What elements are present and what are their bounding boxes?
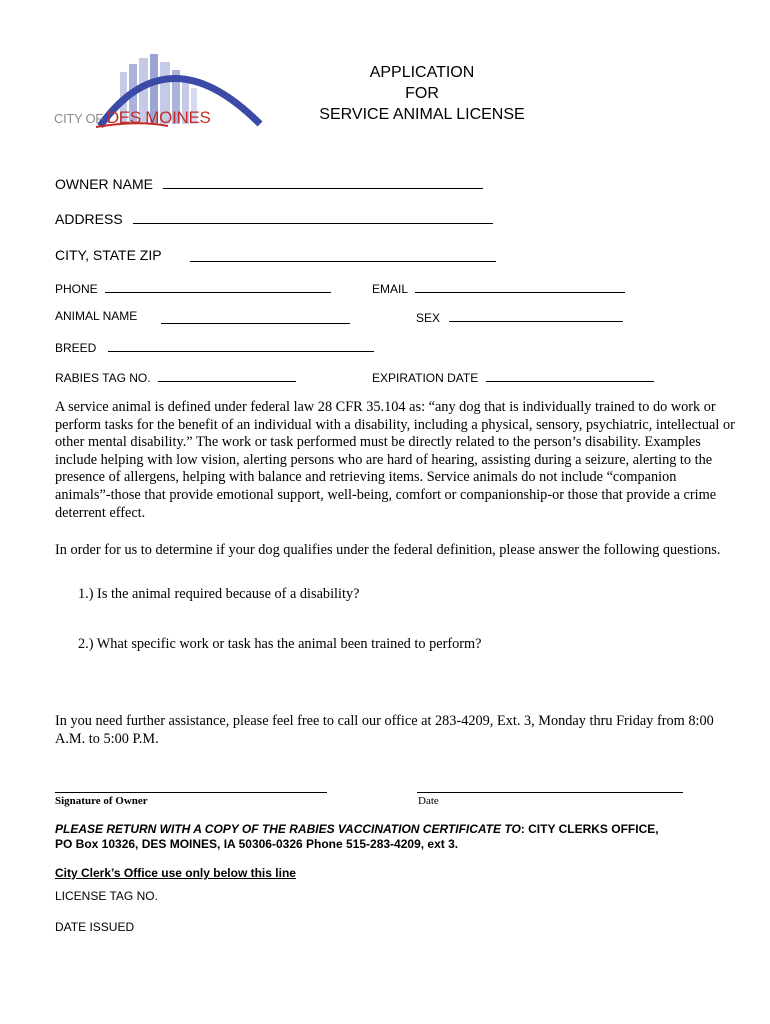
- question-1: 1.) Is the animal required because of a disability?: [78, 586, 360, 602]
- owner-name-row: [55, 176, 483, 192]
- address-field[interactable]: [133, 211, 493, 224]
- logo-city-of: CITY OF: [54, 111, 103, 126]
- email-row: [372, 280, 625, 296]
- address-row: [55, 211, 493, 227]
- email-label: EMAIL: [372, 282, 408, 296]
- title-line-3: SERVICE ANIMAL LICENSE: [319, 106, 525, 123]
- phone-label: PHONE: [55, 282, 98, 296]
- title-line-1: APPLICATION: [369, 64, 475, 81]
- return-notice-office: CITY CLERKS OFFICE,: [524, 822, 659, 836]
- return-notice-line-1: [55, 822, 659, 836]
- breed-label: BREED: [55, 341, 97, 355]
- owner-signature-line[interactable]: [55, 792, 327, 793]
- animal-name-field[interactable]: [161, 311, 350, 324]
- address-label: ADDRESS: [55, 211, 123, 227]
- phone-field[interactable]: [105, 280, 331, 293]
- license-tag-label: LICENSE TAG NO.: [55, 889, 158, 903]
- qualification-intro: In order for us to determine if your dog qualifies under the federal definition, please answer the following questions.: [55, 542, 721, 558]
- city-state-zip-label: CITY, STATE ZIP: [55, 247, 162, 263]
- date-issued-label: DATE ISSUED: [55, 920, 135, 934]
- sex-field[interactable]: [449, 309, 623, 322]
- return-notice-italic: PLEASE RETURN WITH A COPY OF THE RABIES VACCINATION CERTIFICATE TO: [55, 822, 521, 836]
- office-use-header: City Clerk’s Office use only below this line: [55, 866, 296, 880]
- sex-label: SEX: [416, 311, 441, 325]
- breed-row: [55, 339, 374, 355]
- title-line-2: FOR: [405, 85, 439, 102]
- animal-name-label: ANIMAL NAME: [55, 309, 138, 323]
- date-signature-line[interactable]: [417, 792, 683, 793]
- city-state-zip-field[interactable]: [190, 249, 496, 262]
- return-notice-line-2: PO Box 10326, DES MOINES, IA 50306-0326 Phone 515-283-4209, ext 3.: [55, 837, 459, 851]
- question-2: 2.) What specific work or task has the animal been trained to perform?: [78, 636, 482, 652]
- owner-signature-label: Signature of Owner: [55, 795, 148, 807]
- rabies-tag-label: RABIES TAG NO.: [55, 371, 151, 385]
- animal-name-row: [55, 309, 137, 323]
- logo-wordmark: [54, 108, 211, 128]
- expiration-date-row: [372, 369, 654, 385]
- return-notice-colon: :: [520, 822, 525, 836]
- assistance-text: In you need further assistance, please feel free to call our office at 283-4209, Ext. 3, Monday thru Friday from 8:00 A.M. to 5:00 P.M.: [55, 713, 714, 747]
- phone-row: [55, 280, 331, 296]
- city-state-zip-row: [55, 247, 162, 263]
- rabies-tag-field[interactable]: [158, 369, 296, 382]
- expiration-date-label: EXPIRATION DATE: [372, 371, 479, 385]
- email-field[interactable]: [415, 280, 625, 293]
- logo-des-moines: DES MOINES: [106, 108, 211, 127]
- owner-name-label: OWNER NAME: [55, 176, 153, 192]
- sex-row: [416, 309, 623, 325]
- date-signature-label: Date: [418, 795, 439, 807]
- owner-name-field[interactable]: [163, 176, 483, 189]
- rabies-tag-row: [55, 369, 296, 385]
- breed-field[interactable]: [108, 339, 374, 352]
- expiration-date-field[interactable]: [486, 369, 654, 382]
- service-animal-definition: A service animal is defined under federal law 28 CFR 35.104 as: “any dog that is individually trained to do work or perform tasks for the benefit of an individual with a disability, including a physical, sensory, psychiatric, intellectual or other mental disability.” The work or task performed must be directly related to the person’s disability. Examples include helping with low vision, alerting persons who are hard of hearing, assisting during a seizure, alerting to the presence of allergens, helping with balance and retrieving items. Service animals do not include “companion animals”-those that provide emotional support, well-being, comfort or companionship-or those that provide a crime deterrent effect.: [55, 399, 735, 521]
